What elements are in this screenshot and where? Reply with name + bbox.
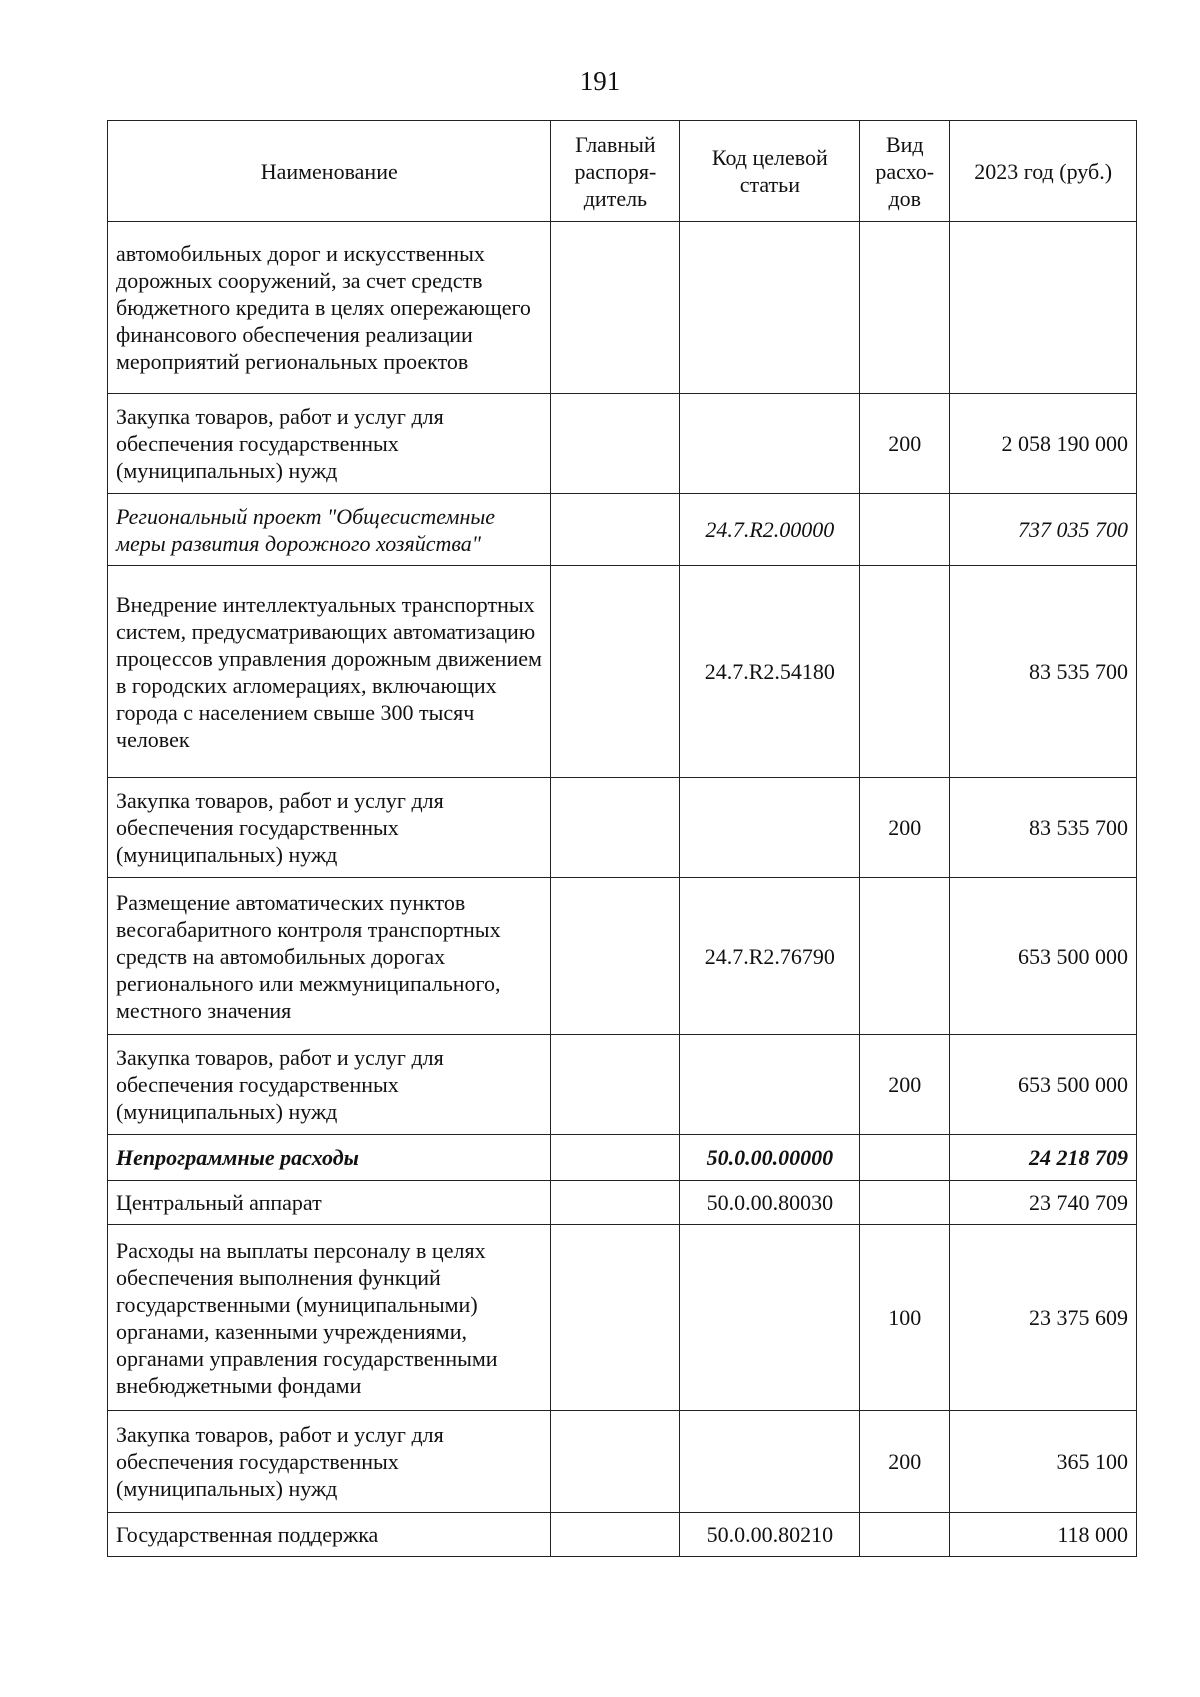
table-row: [108, 394, 1137, 494]
header-expense-type: Вид расхо-дов: [860, 121, 950, 222]
row-target-code: [680, 1225, 860, 1411]
row-chief-manager: [551, 878, 680, 1035]
budget-table: [107, 120, 1137, 1557]
row-name: автомобильных дорог и искусственных дорожных сооружений, за счет средств бюджетного кредита в целях опережающего финансового обеспечения реализации мероприятий региональных проектов: [108, 222, 551, 394]
row-name: Размещение автоматических пунктов весогабаритного контроля транспортных средств на автомобильных дорогах регионального или межмуниципального, местного значения: [108, 878, 551, 1035]
page-number: 191: [579, 66, 621, 96]
row-expense-type: [860, 566, 950, 778]
row-target-code: [680, 222, 860, 394]
row-expense-type: 200: [860, 1411, 950, 1513]
row-expense-type: 200: [860, 394, 950, 494]
row-amount: [950, 222, 1137, 394]
row-name: Центральный аппарат: [108, 1181, 551, 1225]
row-target-code: 50.0.00.80210: [680, 1513, 860, 1557]
row-expense-type: [860, 1513, 950, 1557]
row-amount: 653 500 000: [950, 1035, 1137, 1135]
row-expense-type: [860, 222, 950, 394]
row-expense-type: 200: [860, 778, 950, 878]
row-name: Закупка товаров, работ и услуг для обеспечения государственных (муниципальных) нужд: [108, 1035, 551, 1135]
row-name: Закупка товаров, работ и услуг для обеспечения государственных (муниципальных) нужд: [108, 1411, 551, 1513]
row-amount: 737 035 700: [950, 494, 1137, 566]
row-target-code: 50.0.00.80030: [680, 1181, 860, 1225]
row-chief-manager: [551, 1035, 680, 1135]
row-expense-type: 200: [860, 1035, 950, 1135]
table-row: [108, 1411, 1137, 1513]
row-chief-manager: [551, 1225, 680, 1411]
table-row: [108, 222, 1137, 394]
row-chief-manager: [551, 1513, 680, 1557]
table-header-row: [108, 121, 1137, 222]
row-amount: 83 535 700: [950, 566, 1137, 778]
row-expense-type: [860, 1181, 950, 1225]
row-expense-type: 100: [860, 1225, 950, 1411]
row-amount: 118 000: [950, 1513, 1137, 1557]
row-name: Непрограммные расходы: [108, 1135, 551, 1181]
table-row: [108, 1035, 1137, 1135]
row-chief-manager: [551, 1135, 680, 1181]
header-name: Наименование: [108, 121, 551, 222]
row-target-code: 50.0.00.00000: [680, 1135, 860, 1181]
row-target-code: [680, 778, 860, 878]
row-chief-manager: [551, 222, 680, 394]
table-row: [108, 1225, 1137, 1411]
header-amount-2023: 2023 год (руб.): [950, 121, 1137, 222]
row-chief-manager: [551, 1181, 680, 1225]
header-target-code: Код целевой статьи: [680, 121, 860, 222]
row-amount: 24 218 709: [950, 1135, 1137, 1181]
row-name: Государственная поддержка: [108, 1513, 551, 1557]
table-row: [108, 778, 1137, 878]
row-target-code: [680, 1411, 860, 1513]
row-chief-manager: [551, 394, 680, 494]
row-expense-type: [860, 1135, 950, 1181]
row-amount: 653 500 000: [950, 878, 1137, 1035]
row-chief-manager: [551, 1411, 680, 1513]
row-name: Закупка товаров, работ и услуг для обеспечения государственных (муниципальных) нужд: [108, 778, 551, 878]
row-name: Закупка товаров, работ и услуг для обеспечения государственных (муниципальных) нужд: [108, 394, 551, 494]
row-amount: 2 058 190 000: [950, 394, 1137, 494]
table-row: [108, 566, 1137, 778]
row-target-code: 24.7.R2.76790: [680, 878, 860, 1035]
row-amount: 365 100: [950, 1411, 1137, 1513]
row-name: Региональный проект "Общесистемные меры развития дорожного хозяйства": [108, 494, 551, 566]
row-amount: 83 535 700: [950, 778, 1137, 878]
row-target-code: [680, 394, 860, 494]
row-expense-type: [860, 494, 950, 566]
row-expense-type: [860, 878, 950, 1035]
table-row: [108, 1135, 1137, 1181]
table-row: [108, 1513, 1137, 1557]
row-chief-manager: [551, 778, 680, 878]
table-row: [108, 494, 1137, 566]
row-target-code: 24.7.R2.00000: [680, 494, 860, 566]
row-target-code: [680, 1035, 860, 1135]
table-row: [108, 878, 1137, 1035]
row-chief-manager: [551, 566, 680, 778]
row-amount: 23 375 609: [950, 1225, 1137, 1411]
row-name: Внедрение интеллектуальных транспортных систем, предусматривающих автоматизацию процессов управления дорожным движением в городских агломерациях, включающих города с населением свыше 300 тысяч человек: [108, 566, 551, 778]
row-name: Расходы на выплаты персоналу в целях обеспечения выполнения функций государственными (муниципальными) органами, казенными учреждениями, органами управления государственными внебюджетными фондами: [108, 1225, 551, 1411]
row-amount: 23 740 709: [950, 1181, 1137, 1225]
table-row: [108, 1181, 1137, 1225]
row-chief-manager: [551, 494, 680, 566]
row-target-code: 24.7.R2.54180: [680, 566, 860, 778]
header-chief-manager: Главный распоря-дитель: [551, 121, 680, 222]
